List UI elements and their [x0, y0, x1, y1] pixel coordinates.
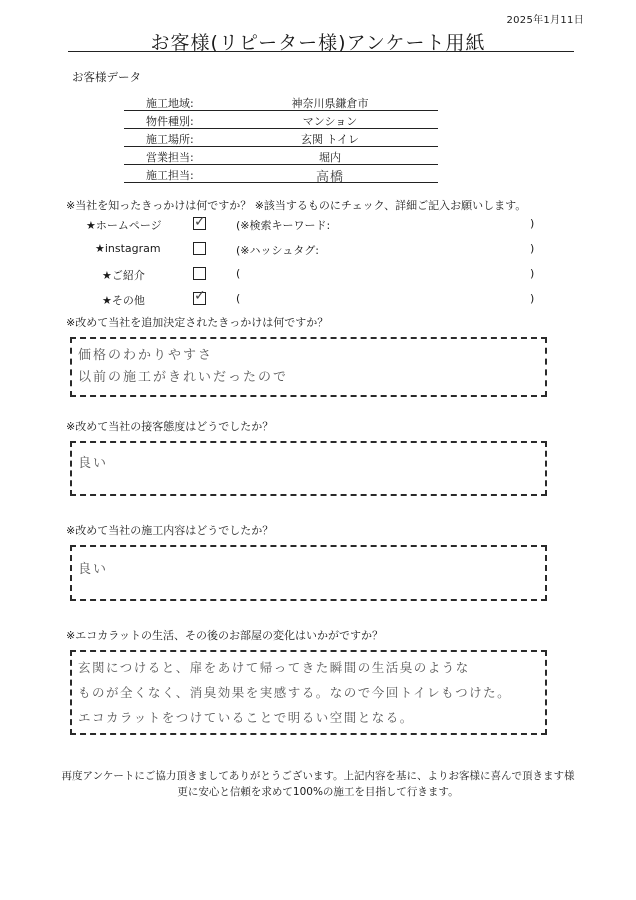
info-row-installer [124, 165, 438, 183]
info-row-property-type [124, 111, 438, 129]
info-label: 施工担当: [146, 169, 194, 182]
answer-line: エコカラットをつけていることで明るい空間となる。 [78, 710, 414, 725]
answer-line: 良い [78, 562, 109, 577]
check-mark-icon: ✓ [194, 288, 206, 304]
info-value: 神奈川県鎌倉市 [291, 97, 369, 110]
q3-answer-box[interactable] [70, 441, 547, 496]
title-underline [68, 51, 574, 52]
detail-label: (※ハッシュタグ: [236, 244, 319, 257]
checkbox-referral[interactable] [193, 267, 206, 280]
q4-answer-box[interactable] [70, 545, 547, 601]
survey-date: 2025年1月11日 [506, 15, 584, 26]
detail-label: ( [236, 267, 241, 280]
answer-line: 価格のわかりやすさ [78, 348, 214, 363]
option-label: ★instagram [95, 242, 161, 255]
q4-question: ※改めて当社の施工内容はどうでしたか？ [66, 524, 274, 537]
checkbox-instagram[interactable] [193, 242, 206, 255]
check-mark-icon: ✓ [194, 214, 206, 230]
info-label: 施工場所: [146, 133, 194, 146]
info-value: 堀内 [319, 151, 341, 164]
checkbox-other[interactable] [193, 288, 206, 305]
info-value: 玄関 トイレ [301, 133, 359, 146]
info-label: 営業担当: [146, 151, 194, 164]
form-title: お客様(リピーター様)アンケート用紙 [150, 32, 486, 54]
q1-question: ※当社を知ったきっかけは何ですか？ ※該当するものにチェック、詳細ご記入お願いします。 [66, 199, 527, 212]
option-label: ★その他 [102, 294, 145, 307]
answer-line: 良い [78, 456, 109, 471]
answer-line: 玄関につけると、扉をあけて帰ってきた瞬間の生活臭のような [78, 660, 470, 675]
detail-label: ( [236, 292, 241, 305]
answer-line: ものが全くなく、消臭効果を実感する。なので今回トイレもつけた。 [78, 685, 512, 700]
info-row-area [124, 93, 438, 111]
row-underline [124, 182, 438, 183]
q5-question: ※エコカラットの生活、その後のお部屋の変化はいかがですか？ [66, 629, 383, 642]
answer-line: 以前の施工がきれいだったので [78, 370, 289, 385]
detail-close: ) [530, 217, 535, 230]
info-row-location [124, 129, 438, 147]
q2-answer-box[interactable] [70, 337, 547, 397]
option-label: ★ホームページ [86, 219, 162, 232]
detail-close: ) [530, 267, 535, 280]
footer-line-1: 再度アンケートにご協力頂きましてありがとうございます。上記内容を基に、よりお客様に喜んで頂きます様 [61, 770, 575, 782]
info-row-sales [124, 147, 438, 165]
detail-close: ) [530, 242, 535, 255]
q5-answer-box[interactable] [70, 650, 547, 735]
info-value: マンション [302, 115, 358, 128]
option-label: ★ご紹介 [102, 269, 145, 282]
detail-close: ) [530, 292, 535, 305]
customer-data-heading: お客様データ [72, 70, 141, 84]
detail-label: (※検索キーワード: [236, 219, 331, 232]
info-label: 施工地域: [146, 97, 194, 110]
q2-question: ※改めて当社を追加決定されたきっかけは何ですか？ [66, 316, 329, 329]
info-label: 物件種別: [146, 115, 194, 128]
q3-question: ※改めて当社の接客態度はどうでしたか？ [66, 420, 274, 433]
info-value-handwritten: 高橋 [315, 170, 344, 185]
footer-line-2: 更に安心と信頼を求めて100%の施工を目指して行きます。 [177, 786, 459, 798]
checkbox-homepage[interactable] [193, 214, 206, 230]
